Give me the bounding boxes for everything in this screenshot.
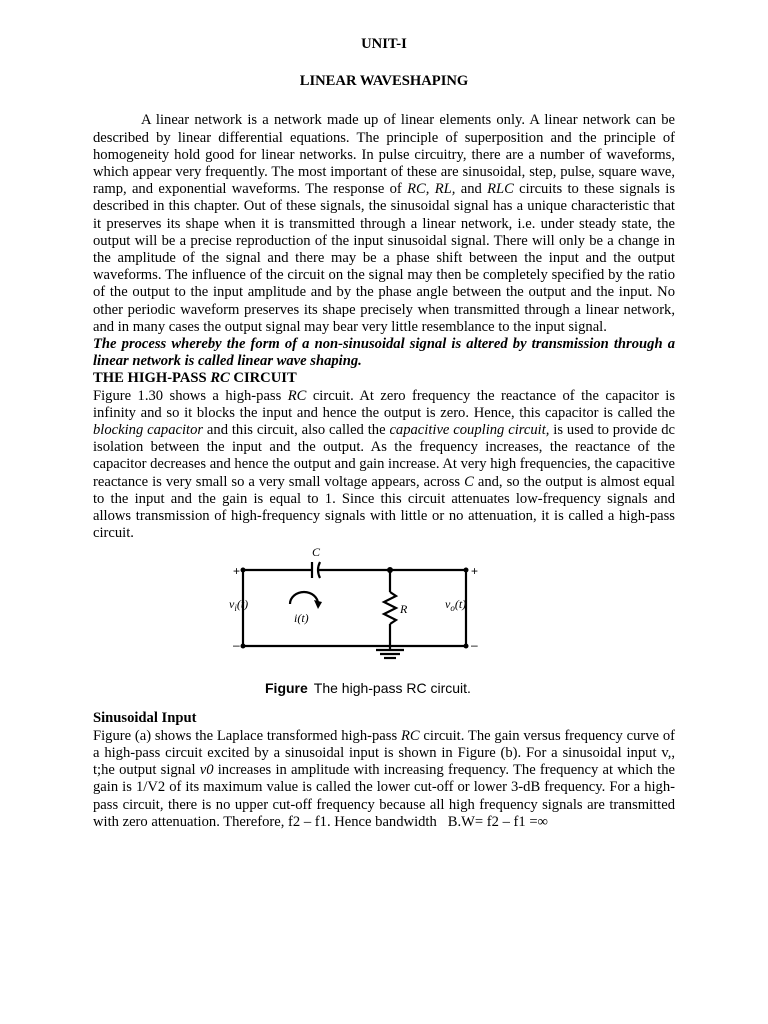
hp-coupling-circuit: capacitive coupling circuit, <box>389 422 550 439</box>
intro-rlc: RLC <box>487 181 514 198</box>
bandwidth-formula: B.W= f2 – f1 =∞ <box>447 813 548 830</box>
input-voltage-label: $v_i(t)$ <box>229 597 249 614</box>
sin-v0: v0 <box>199 762 214 779</box>
hp-blocking-capacitor: blocking capacitor <box>93 422 204 439</box>
heading-part-a: THE HIGH-PASS <box>93 370 211 387</box>
heading-part-b: CIRCUIT <box>229 370 297 387</box>
intro-and: and <box>455 181 488 198</box>
heading-rc: RC <box>210 370 230 387</box>
circuit-diagram <box>228 542 498 677</box>
figure-caption <box>265 680 471 697</box>
intro-text-a: A linear network is a network made up of linear elements only. A linear network can be described by linear differential equations. The principle of superposition and the principle of homogeneity hold good for linear networks. In pulse circuitry, there are a number of waveforms, which appear very frequently. The most important of these are sinusoidal, step, pulse, square wave, ramp, and exponential waveforms. The response of <box>93 112 675 198</box>
hp-text-4: is used to provide dc isolation between the input and the output. As the frequency increases, the reactance of the capacitor decreases and hence the output and gain increase. At very high frequencies, the capacitive reactance is very small so a very small voltage appears, across <box>93 422 675 490</box>
input-minus-sign: – <box>233 638 240 653</box>
hp-text-2: circuit. At zero frequency the reactance of the capacitor is infinity and so it blocks the input and hence the output is zero. Hence, this capacitor is called the <box>93 387 675 421</box>
resistor-label: R <box>400 602 408 617</box>
highpass-paragraph <box>93 388 675 543</box>
highpass-circuit-figure <box>93 542 675 710</box>
hp-text-1: Figure 1.30 shows a high-pass <box>93 387 288 404</box>
caption-figure-word: Figure <box>265 680 308 697</box>
current-label: i(t) <box>294 611 309 626</box>
sinusoidal-paragraph <box>93 728 675 831</box>
input-plus-sign: + <box>233 564 241 579</box>
chapter-title: LINEAR WAVESHAPING <box>299 73 469 90</box>
definition-statement: The process whereby the form of a non-sinusoidal signal is altered by transmission through a linear network is called linear wave shaping. <box>93 336 675 370</box>
intro-text-b: circuits to these signals is described in this chapter. Out of these signals, the sinusoidal signal has a unique characteristic that it preserves its shape when it is transmitted through a linear network, i.e. under steady state, the output will be a precise reproduction of the input sinusoidal signal. There will only be a change in the amplitude of the signal and there may be a phase shift between the input and the output waveforms. The influence of the circuit on the signal may then be completely specified by the ratio of the output to the input amplitude and by the phase angle between the output and the input. No other periodic waveform preserves its shape precisely when transmitted through a linear network, and in many cases the output signal may bear very little resemblance to the input signal. <box>93 181 675 335</box>
sin-text-3: increases in amplitude with increasing frequency. The frequency at which the gain is 1/V2 of its maximum value is called the lower cut-off or lower 3-dB frequency. For a high-pass circuit, there is no upper cut-off frequency because all high frequency signals are transmitted with zero attenuation. Therefore, f2 – f1. Hence bandwidth <box>93 762 675 830</box>
intro-rc-rl: RC, RL, <box>407 181 456 198</box>
hp-text-5: and, so the output is almost equal to the input and the gain is equal to 1. Since this circuit attenuates low-frequency signals and allows transmission of high-frequency signals with little or no attenuation, it is called a high-pass circuit. <box>93 473 675 542</box>
section-heading-highpass <box>93 370 675 387</box>
sin-rc: RC <box>400 727 420 744</box>
document-page <box>93 30 675 831</box>
output-plus-sign: + <box>471 564 479 579</box>
hp-rc: RC <box>287 387 307 404</box>
intro-paragraph <box>93 112 675 336</box>
output-voltage-label: $v_o(t)$ <box>445 597 467 614</box>
hp-text-3: and this circuit, also called the <box>203 422 390 439</box>
output-minus-sign: – <box>471 638 478 653</box>
sin-text-1: Figure (a) shows the Laplace transformed high-pass <box>93 727 401 744</box>
capacitor-label: C <box>312 545 321 560</box>
hp-c: C <box>464 473 474 490</box>
sin-text-2: circuit. The gain versus frequency curve of a high-pass circuit excited by a sinusoidal input is shown in Figure (b). For a sinusoidal input v,, t;he output signal <box>93 727 675 779</box>
caption-text: The high-pass RC circuit. <box>313 680 471 697</box>
section-heading-sinusoidal: Sinusoidal Input <box>93 710 197 727</box>
unit-heading: UNIT-I <box>361 36 407 52</box>
